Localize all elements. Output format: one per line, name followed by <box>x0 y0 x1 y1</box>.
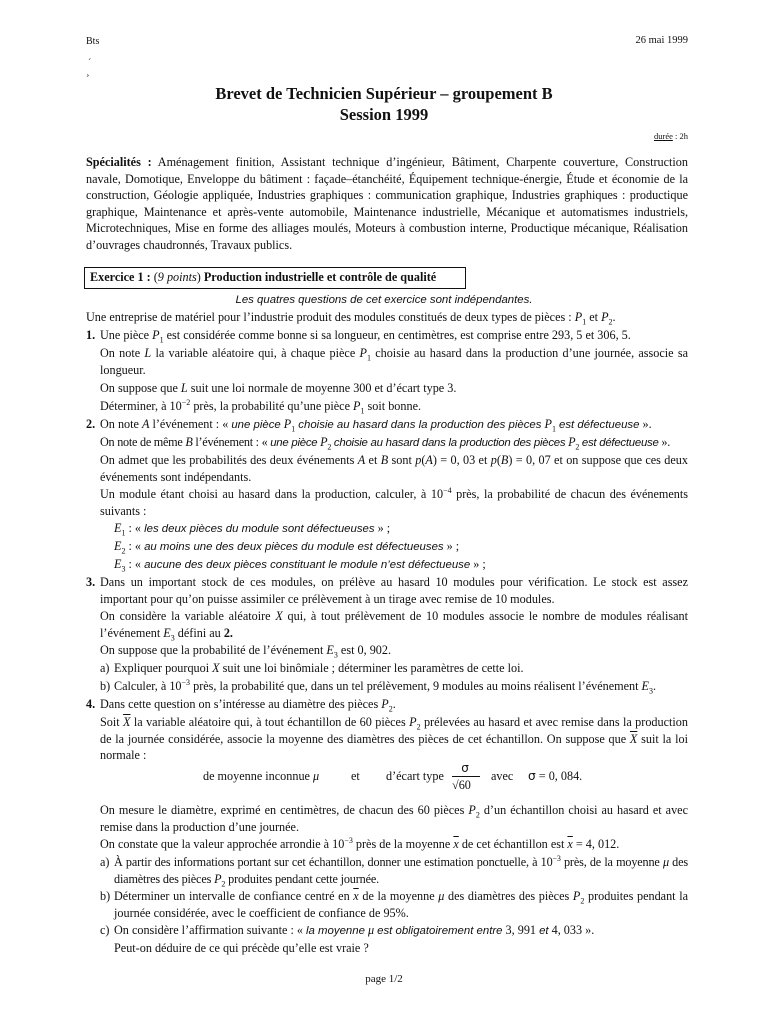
page-title: Brevet de Technicien Supérieur – groupement B <box>215 84 553 103</box>
q2-text-2: On note de même B l’événement : « une pièce $P_2$ choisie au hasard dans la production des pièces $P_2$ est défectueuse ». <box>100 435 671 452</box>
q3a-text: Expliquer pourquoi X suit une loi binômiale ; déterminer les paramètres de cette loi. <box>114 661 524 675</box>
law-and: et <box>351 769 360 783</box>
q4c-question: Peut-on déduire de ce qui précède qu’elle est vraie ? <box>114 941 369 955</box>
q3-text: Dans un important stock de ces modules, on prélève au hasard 10 modules pour vérification. Le stock est assez important pour qu’on puisse assimiler ce prélèvement à un tirage avec remise de 10 modules. <box>100 575 688 606</box>
exercise-note: Les quatres questions de cet exercice sont indépendantes. <box>235 294 533 306</box>
q1-question: Déterminer, à $10^{-2}$ près, la probabilité qu’une pièce $P_1$ soit bonne. <box>100 397 422 416</box>
intro-text: Une entreprise de matériel pour l’industrie produit des modules constitués de deux types de pièces : <box>86 310 572 324</box>
law-mean: de moyenne inconnue μ <box>203 769 320 783</box>
law-sqrt60: √60 <box>452 778 471 792</box>
law-sd: d’écart type <box>386 769 444 783</box>
header-date: 26 mai 1999 <box>635 35 688 46</box>
q2-event-e3: $E_3$ : « aucune des deux pièces constituant le module n’est défectueuse » ; <box>114 557 486 574</box>
exercise-points: 9 points <box>157 270 197 284</box>
specialites-label: Spécialités : <box>86 155 152 169</box>
q3b-label: b) <box>100 679 111 693</box>
specialites-text: Aménagement finition, Assistant technique d’ingénieur, Bâtiment, Charpente couverture, Construction navale, Domotique, Enveloppe du bâtiment : façade–étanchéité, Équipement technique-énergie, Étude et économie de la construction, Géologie appliquée, Industries graphiques : communication graphique, Industries graphiques : productique graphique, Maintenance et après-vente automobile, Maintenance industrielle, Mécanique et automatismes industriels, Microtechniques, Mise en forme des alliages moulés, Moteurs à combustion interne, Productique mécanique, Réalisation d’ouvrages chaudronnés, Travaux publics. <box>86 155 688 252</box>
header-mark: ´ <box>88 58 92 69</box>
q3-number: 3. <box>86 575 96 589</box>
q2-question: Un module étant choisi au hasard dans la production, calculer, à $10^{-4}$ près, la probabilité de chacun des événements suivants : <box>100 485 688 518</box>
q4-text-4: On constate que la valeur approchée arrondie à $10^{-3}$ près de la moyenne $\overline{x}$ de cet échantillon est $\overline{x} = 4$, 012. <box>100 835 620 851</box>
law-sigma: σ <box>461 761 469 775</box>
duree-value: : 2h <box>672 131 688 141</box>
q4-text-3: On mesure le diamètre, exprimé en centimètres, de chacun des 60 pièces $P_2$ d’un échantillon choisi au hasard et avec remise dans la production d’une journée. <box>100 803 688 834</box>
q4a-label: a) <box>100 855 110 869</box>
duree-label: durée <box>653 131 673 141</box>
law-avec: avec <box>491 769 514 783</box>
q3-text-2: On considère la variable aléatoire X qui, à tout prélèvement de 10 modules associe le nombre de modules réalisant l’événement $E_3$ défini au 2. <box>100 609 688 643</box>
q1-text-3: On suppose que L suit une loi normale de moyenne 300 et d’écart type 3. <box>100 381 457 395</box>
header-mark-2: ¸ <box>86 66 90 77</box>
header-left: Bts <box>86 36 100 47</box>
exercise-header: Exercice 1 : (9 points) Production industrielle et contrôle de qualité <box>90 270 437 284</box>
q4-text: Dans cette question on s’intéresse au diamètre des pièces $P_2$. <box>100 697 396 714</box>
page-number: page 1/2 <box>365 973 403 985</box>
q2-event-e2: $E_2$ : « au moins une des deux pièces du module est défectueuses » ; <box>114 539 460 556</box>
exercise-label: Exercice 1 : <box>90 270 151 284</box>
intro: Une entreprise de matériel pour l’industrie produit des modules constitués de deux types de pièces : $P_1$ et $P_2$. <box>86 310 616 327</box>
specialites <box>86 154 688 254</box>
q1-number: 1. <box>86 328 96 342</box>
q4b-label: b) <box>100 889 111 903</box>
q4c-label: c) <box>100 923 110 937</box>
q4-number: 4. <box>86 697 96 711</box>
q2-text-3: On admet que les probabilités des deux événements A et B sont p(A) = 0, 03 et p(B) = 0, 07 et on suppose que ces deux événements sont indépendants. <box>100 453 688 484</box>
q1-text-2: On note L la variable aléatoire qui, à chaque pièce $P_1$ choisie au hasard dans la production d’une journée, associe sa longueur. <box>100 346 688 377</box>
law-sigma-value: σ = 0, 084. <box>528 769 583 783</box>
q3b-text: Calculer, à $10^{-3}$ près, la probabilité que, dans un tel prélèvement, 9 modules au moins réalisent l’événement $E_3$. <box>114 677 657 696</box>
q4a-text: À partir des informations portant sur cet échantillon, donner une estimation ponctuelle, à $10^{-3}$ près, de la moyenne μ des diamètres des pièces $P_2$ produites pendant cette journée. <box>114 853 688 889</box>
exercise-title: Production industrielle et contrôle de qualité <box>203 270 437 284</box>
q3a-label: a) <box>100 661 110 675</box>
q2-event-e1: $E_1$ : « les deux pièces du module sont défectueuses » ; <box>114 521 391 538</box>
q2-number: 2. <box>86 417 96 431</box>
q4-text-2: Soit $\overline{X}$ la variable aléatoire qui, à tout échantillon de 60 pièces $P_2$ prélevées au hasard et avec remise dans la production de la journée considérée, associe la moyenne des diamètres des pièces de cet échantillon. On suppose que $\overline{X}$ suit la loi normale : <box>100 715 688 763</box>
q4b-text: Déterminer un intervalle de confiance centré en $\overline{x}$ de la moyenne μ des diamètres des pièces $P_2$ produites pendant la journée considérée, avec le coefficient de confiance de 95%. <box>114 889 688 920</box>
q2-text: On note A l’événement : « une pièce $P_1$ choisie au hasard dans la production des pièces $P_1$ est défectueuse ». <box>100 417 652 434</box>
session-title: Session 1999 <box>339 105 429 124</box>
q4c-text: On considère l’affirmation suivante : « la moyenne μ est obligatoirement entre 3, 991 et 4, 033 ». <box>114 923 595 937</box>
duree <box>560 128 688 145</box>
q1-text: Une pièce $P_1$ est considérée comme bonne si sa longueur, en centimètres, est comprise entre 293, 5 et 306, 5. <box>100 328 631 345</box>
q3-text-3: On suppose que la probabilité de l’événement $E_3$ est 0, 902. <box>100 643 392 660</box>
